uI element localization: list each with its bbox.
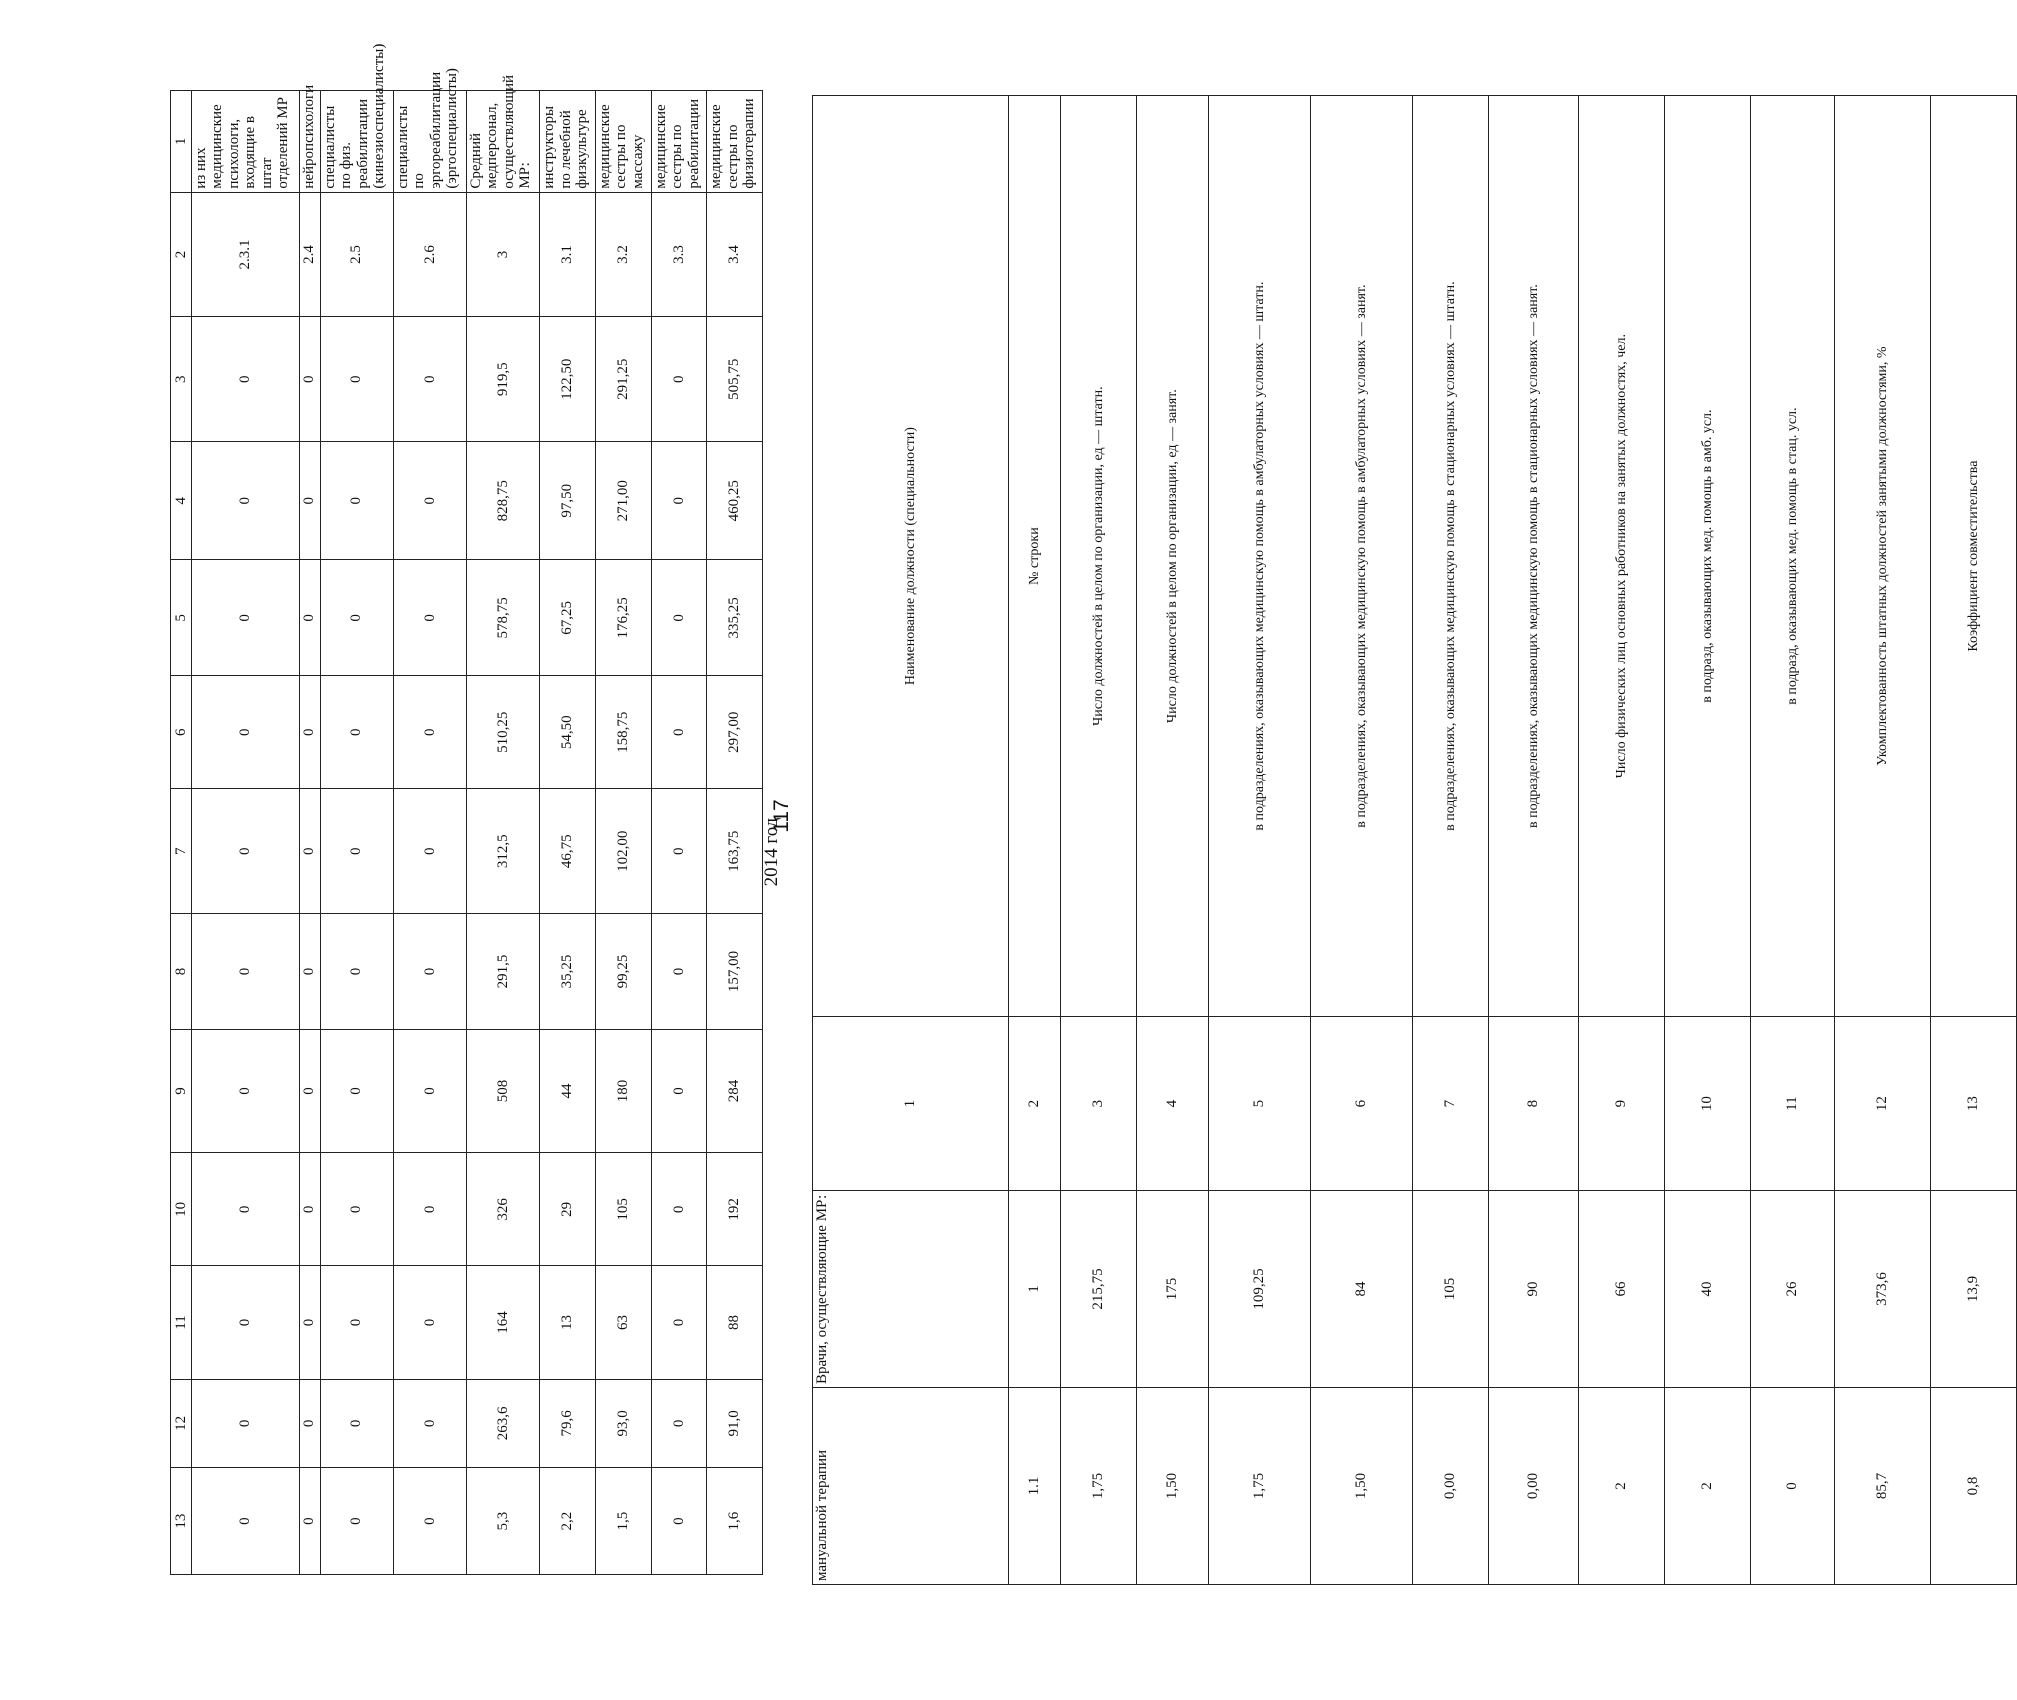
cell: 164 [466, 1266, 539, 1379]
table-row [1311, 96, 1413, 1585]
row-code: 1.1 [1009, 1388, 1061, 1585]
cell: 919,5 [466, 317, 539, 442]
cell: 180 [595, 1029, 651, 1152]
row-code: 3.3 [651, 192, 707, 317]
cell: 122,50 [540, 317, 596, 442]
cell: 0 [299, 914, 320, 1030]
cell: 0 [299, 1468, 320, 1575]
cell: 0 [191, 789, 299, 914]
cell: 1,5 [595, 1468, 651, 1575]
cell: 0 [320, 442, 393, 560]
col-number: 1 [813, 1017, 1009, 1191]
cell: 0 [320, 1153, 393, 1266]
column-header: в подразд, оказывающих мед. помощь в амб. усл. [1665, 96, 1751, 1017]
cell: 1,50 [1311, 1388, 1413, 1585]
row-code: 3.2 [595, 192, 651, 317]
cell: 0 [320, 676, 393, 789]
row-code: 2.6 [393, 192, 466, 317]
cell: 158,75 [595, 676, 651, 789]
cell: 91,0 [707, 1379, 763, 1468]
table-row [1413, 96, 1489, 1585]
cell: 0 [299, 560, 320, 676]
cell: 192 [707, 1153, 763, 1266]
cell: 0,8 [1931, 1388, 2017, 1585]
column-header: в подразделениях, оказывающих медицинскую помощь в стационарных условиях — штатн. [1413, 96, 1489, 1017]
cell: 176,25 [595, 560, 651, 676]
cell: 0 [651, 1153, 707, 1266]
cell: 0 [651, 676, 707, 789]
row-code: 3 [466, 192, 539, 317]
cell: 0 [191, 1266, 299, 1379]
cell: 0 [1751, 1388, 1835, 1585]
column-header: в подразделениях, оказывающих медицинскую помощь в амбулаторных условиях — штатн. [1209, 96, 1311, 1017]
cell: 63 [595, 1266, 651, 1379]
cell: 0 [191, 914, 299, 1030]
cell: 40 [1665, 1191, 1751, 1388]
row-name: медицинские сестры по реабилитации [651, 91, 707, 193]
cell: 0 [651, 1266, 707, 1379]
cell: 263,6 [466, 1379, 539, 1468]
cell: 157,00 [707, 914, 763, 1030]
col-number: 6 [171, 676, 192, 789]
cell: 460,25 [707, 442, 763, 560]
cell: 0 [191, 317, 299, 442]
cell: 2 [1579, 1388, 1665, 1585]
row-code: 1 [1009, 1191, 1061, 1388]
cell: 0 [299, 1266, 320, 1379]
cell: 0 [393, 914, 466, 1030]
table-1 [170, 43, 763, 1575]
column-header: в подразделениях, оказывающих медицинскую помощь в амбулаторных условиях — занят. [1311, 96, 1413, 1017]
cell: 0 [191, 1153, 299, 1266]
cell: 578,75 [466, 560, 539, 676]
cell: 1,6 [707, 1468, 763, 1575]
table-row [651, 91, 707, 1575]
table-row [466, 91, 539, 1575]
cell: 2,2 [540, 1468, 596, 1575]
cell: 0 [299, 1379, 320, 1468]
cell: 0 [191, 1379, 299, 1468]
row-code: 2.5 [320, 192, 393, 317]
cell: 97,50 [540, 442, 596, 560]
cell: 105 [595, 1153, 651, 1266]
cell: 0 [191, 442, 299, 560]
table-row [1931, 96, 2017, 1585]
table-row [320, 91, 393, 1575]
cell: 0 [393, 317, 466, 442]
cell: 93,0 [595, 1379, 651, 1468]
table-row [1009, 96, 1061, 1585]
col-number: 13 [171, 1468, 192, 1575]
cell: 5,3 [466, 1468, 539, 1575]
col-number: 12 [1835, 1017, 1931, 1191]
col-number: 13 [1931, 1017, 2017, 1191]
row-name: медицинские сестры по физиотерапии [707, 91, 763, 193]
cell: 0 [651, 1379, 707, 1468]
col-number: 12 [171, 1379, 192, 1468]
cell: 326 [466, 1153, 539, 1266]
cell: 335,25 [707, 560, 763, 676]
col-number: 5 [171, 560, 192, 676]
table-row [1061, 96, 1137, 1585]
table-row [1835, 96, 1931, 1585]
cell: 0 [320, 1266, 393, 1379]
table-row [171, 91, 192, 1575]
col-number: 4 [1137, 1017, 1209, 1191]
row-name: медицинские сестры по массажу [595, 91, 651, 193]
cell: 0 [393, 789, 466, 914]
cell: 0 [393, 1266, 466, 1379]
col-number: 2 [171, 192, 192, 317]
cell: 67,25 [540, 560, 596, 676]
column-header: Число должностей в целом по организации, ед — занят. [1137, 96, 1209, 1017]
cell: 2 [1665, 1388, 1751, 1585]
cell: 271,00 [595, 442, 651, 560]
table-row [1665, 96, 1751, 1585]
cell: 297,00 [707, 676, 763, 789]
cell: 0 [299, 442, 320, 560]
cell: 44 [540, 1029, 596, 1152]
cell: 0 [651, 317, 707, 442]
row-code: 2.4 [299, 192, 320, 317]
cell: 99,25 [595, 914, 651, 1030]
cell: 0 [393, 1379, 466, 1468]
cell: 105 [1413, 1191, 1489, 1388]
table-row [1751, 96, 1835, 1585]
cell: 373,6 [1835, 1191, 1931, 1388]
cell: 1,50 [1137, 1388, 1209, 1585]
table-row [191, 91, 299, 1575]
row-code: 3.1 [540, 192, 596, 317]
cell: 0 [393, 676, 466, 789]
cell: 0 [651, 560, 707, 676]
table-row [707, 91, 763, 1575]
row-name: специалисты по эргореабилитации (эргоспециалисты) [393, 91, 466, 193]
cell: 828,75 [466, 442, 539, 560]
col-number: 3 [1061, 1017, 1137, 1191]
cell: 0 [191, 676, 299, 789]
cell: 0 [651, 1029, 707, 1152]
col-number: 10 [171, 1153, 192, 1266]
col-number: 7 [1413, 1017, 1489, 1191]
cell: 312,5 [466, 789, 539, 914]
col-number: 7 [171, 789, 192, 914]
col-number: 1 [171, 91, 192, 193]
cell: 26 [1751, 1191, 1835, 1388]
table-row [1489, 96, 1579, 1585]
row-code: 3.4 [707, 192, 763, 317]
col-number: 8 [171, 914, 192, 1030]
cell: 0 [299, 676, 320, 789]
row-name: инструкторы по лечебной физкультуре [540, 91, 596, 193]
row-name: нейропсихологи [299, 91, 320, 193]
row-name: Врачи, осуществляющие МР: [813, 1191, 1009, 1388]
table-row [393, 91, 466, 1575]
cell: 0 [651, 442, 707, 560]
cell: 505,75 [707, 317, 763, 442]
col-number: 3 [171, 317, 192, 442]
cell: 284 [707, 1029, 763, 1152]
table-2 [812, 95, 1982, 1585]
col-number: 11 [1751, 1017, 1835, 1191]
table-row [813, 96, 1009, 1585]
col-number: 5 [1209, 1017, 1311, 1191]
cell: 0,00 [1413, 1388, 1489, 1585]
column-header: Число должностей в целом по организации, ед — штатн. [1061, 96, 1137, 1017]
cell: 0 [299, 1029, 320, 1152]
table-row [1579, 96, 1665, 1585]
cell: 0 [191, 560, 299, 676]
column-header: Укомплектованность штатных должностей занятыми должностями, % [1835, 96, 1931, 1017]
col-number: 8 [1489, 1017, 1579, 1191]
cell: 0 [191, 1468, 299, 1575]
col-number: 4 [171, 442, 192, 560]
cell: 35,25 [540, 914, 596, 1030]
col-number: 2 [1009, 1017, 1061, 1191]
column-header: Коэффициент совместительства [1931, 96, 2017, 1017]
column-header: Число физических лиц основных работников на занятых должностях, чел. [1579, 96, 1665, 1017]
cell: 46,75 [540, 789, 596, 914]
cell: 102,00 [595, 789, 651, 914]
cell: 0 [651, 789, 707, 914]
year-heading: 2014 год [761, 817, 782, 887]
cell: 109,25 [1209, 1191, 1311, 1388]
cell: 79,6 [540, 1379, 596, 1468]
cell: 0 [299, 1153, 320, 1266]
table-row [595, 91, 651, 1575]
cell: 163,75 [707, 789, 763, 914]
cell: 85,7 [1835, 1388, 1931, 1585]
cell: 0 [191, 1029, 299, 1152]
column-header: в подразд, оказывающих мед. помощь в стац. усл. [1751, 96, 1835, 1017]
cell: 291,25 [595, 317, 651, 442]
cell: 0 [320, 789, 393, 914]
row-name: из них медицинские психологи, входящие в штат отделений МР [191, 91, 299, 193]
cell: 0 [393, 1029, 466, 1152]
cell: 0 [320, 560, 393, 676]
cell: 0 [320, 1029, 393, 1152]
column-header: Наименование должности (специальности) [813, 96, 1009, 1017]
cell: 1,75 [1209, 1388, 1311, 1585]
column-header: в подразделениях, оказывающих медицинскую помощь в стационарных условиях — занят. [1489, 96, 1579, 1017]
cell: 0 [320, 317, 393, 442]
table-row [299, 91, 320, 1575]
row-name: Средний медперсонал, осуществляющий МР: [466, 91, 539, 193]
cell: 510,25 [466, 676, 539, 789]
cell: 88 [707, 1266, 763, 1379]
col-number: 9 [171, 1029, 192, 1152]
row-code: 2.3.1 [191, 192, 299, 317]
col-number: 9 [1579, 1017, 1665, 1191]
cell: 0 [299, 317, 320, 442]
table-row [540, 91, 596, 1575]
cell: 13 [540, 1266, 596, 1379]
cell: 0 [651, 914, 707, 1030]
column-header: № строки [1009, 96, 1061, 1017]
cell: 0,00 [1489, 1388, 1579, 1585]
col-number: 10 [1665, 1017, 1751, 1191]
cell: 1,75 [1061, 1388, 1137, 1585]
cell: 0 [393, 1468, 466, 1575]
row-name: мануальной терапии [813, 1388, 1009, 1585]
cell: 0 [320, 914, 393, 1030]
cell: 0 [393, 442, 466, 560]
cell: 0 [393, 560, 466, 676]
cell: 0 [299, 789, 320, 914]
cell: 0 [651, 1468, 707, 1575]
col-number: 11 [171, 1266, 192, 1379]
cell: 291,5 [466, 914, 539, 1030]
cell: 54,50 [540, 676, 596, 789]
col-number: 6 [1311, 1017, 1413, 1191]
cell: 84 [1311, 1191, 1413, 1388]
table-row [1209, 96, 1311, 1585]
row-name: специалисты по физ. реабилитации (кинезиоспециалисты) [320, 91, 393, 193]
cell: 215,75 [1061, 1191, 1137, 1388]
cell: 0 [393, 1153, 466, 1266]
cell: 13,9 [1931, 1191, 2017, 1388]
cell: 66 [1579, 1191, 1665, 1388]
cell: 0 [320, 1468, 393, 1575]
cell: 90 [1489, 1191, 1579, 1388]
table-row [1137, 96, 1209, 1585]
cell: 0 [320, 1379, 393, 1468]
cell: 175 [1137, 1191, 1209, 1388]
cell: 29 [540, 1153, 596, 1266]
page-number: 117 [770, 799, 793, 833]
cell: 508 [466, 1029, 539, 1152]
